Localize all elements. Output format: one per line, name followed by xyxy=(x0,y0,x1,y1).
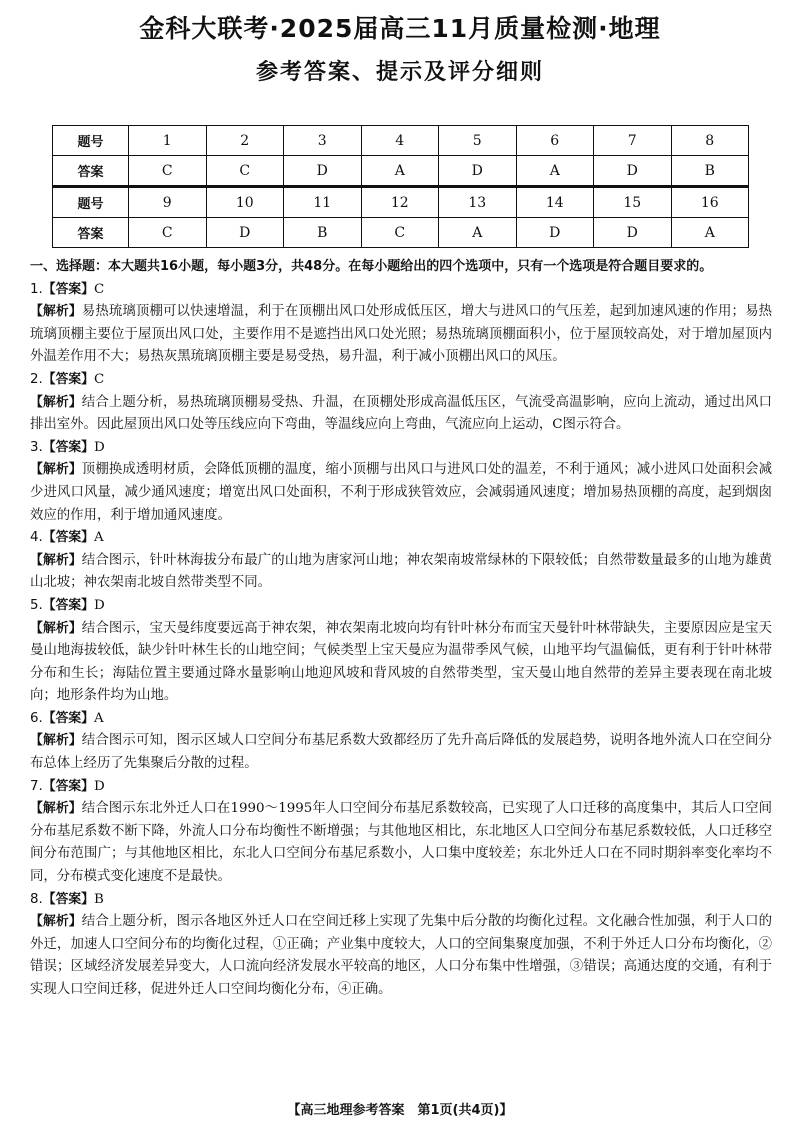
question-number: 4. xyxy=(30,530,43,546)
answer-explanations xyxy=(30,256,772,1002)
question-answer-line xyxy=(30,527,772,550)
question-number: 5 xyxy=(439,126,517,156)
analysis-label: 【解析】 xyxy=(30,733,82,749)
answer-cell: B xyxy=(284,218,362,248)
answer-value: A xyxy=(93,530,104,546)
question-answer-line xyxy=(30,369,772,392)
answer-value: A xyxy=(93,710,104,726)
answer-value: B xyxy=(93,891,104,907)
question-number: 5. xyxy=(30,597,43,613)
analysis-label: 【解析】 xyxy=(30,304,82,320)
analysis-label: 【解析】 xyxy=(30,914,82,930)
answer-label: 【答案】 xyxy=(42,530,94,546)
answer-label: 【答案】 xyxy=(42,710,94,726)
question-number: 13 xyxy=(439,187,517,218)
question-number: 8. xyxy=(30,891,43,907)
answer-row xyxy=(53,218,749,248)
analysis-text: 结合图示东北外迁人口在1990～1995年人口空间分布基尼系数较高，已实现了人口迁移的高度集中，其后人口空间分布基尼系数不断下降，外流人口分布均衡性不断增强；与其他地区相比，东北地区人口空间分布基尼系数较低，人口迁移空间分布范围广；与其他地区相比，东北人口空间分布基尼系数小，人口集中度较差；东北外迁人口在不同时期斜率变化率均不同，分布模式变化速度不是最快。 xyxy=(30,801,773,885)
answer-label: 【答案】 xyxy=(42,371,94,387)
answer-cell: B xyxy=(671,156,749,187)
answer-label: 【答案】 xyxy=(42,281,94,297)
answer-table xyxy=(52,125,749,248)
answer-label: 【答案】 xyxy=(42,439,94,455)
analysis-text: 结合上题分析，图示各地区外迁人口在空间迁移上实现了先集中后分散的均衡化过程。文化融合性加强，利于人口的外迁，加速人口空间分布的均衡化过程，①正确；产业集中度较大，人口的空间集聚度加强，不利于外迁人口分布均衡化，②错误；区域经济发展差异变大，人口流向经济发展水平较高的地区，人口分布集中性增强，③错误；高通达度的交通，有利于实现人口空间迁移，促进外迁人口空间均衡化分布，④正确。 xyxy=(30,914,773,997)
question-answer-line xyxy=(30,279,772,302)
question-number: 1 xyxy=(129,126,207,156)
answer-cell: A xyxy=(516,156,594,187)
question-number: 4 xyxy=(361,126,439,156)
question-item xyxy=(30,437,772,527)
answer-row xyxy=(53,156,749,187)
answer-value: D xyxy=(93,778,105,794)
answer-cell: D xyxy=(516,218,594,248)
question-answer-line xyxy=(30,595,772,618)
analysis-label: 【解析】 xyxy=(30,552,82,568)
question-answer-line xyxy=(30,708,772,731)
question-analysis xyxy=(30,798,772,888)
question-answer-line xyxy=(30,437,772,460)
question-analysis xyxy=(30,392,772,437)
analysis-text: 顶棚换成透明材质，会降低顶棚的温度，缩小顶棚与出风口与进风口处的温差，不利于通风；减小进风口处面积会减少进风口风量，减少通风速度；增宽出风口处面积，不利于形成狭管效应，会减弱通风速度；增加易热顶棚的高度，起到烟囱效应的作用，利于增加通风速度。 xyxy=(30,462,773,523)
answer-cell: A xyxy=(361,156,439,187)
question-analysis xyxy=(30,550,772,595)
row-header-answer: 答案 xyxy=(53,218,129,248)
answer-cell: D xyxy=(206,218,284,248)
question-number: 12 xyxy=(361,187,439,218)
question-analysis xyxy=(30,730,772,775)
answer-cell: A xyxy=(671,218,749,248)
answer-value: C xyxy=(93,371,105,387)
question-number: 11 xyxy=(284,187,362,218)
page-subtitle: 参考答案、提示及评分细则 xyxy=(255,60,544,85)
question-analysis xyxy=(30,459,772,527)
answer-cell: D xyxy=(594,218,672,248)
analysis-text: 结合图示，宝天曼纬度要远高于神农架，神农架南北坡向均有针叶林分布而宝天曼针叶林带缺失，主要原因应是宝天曼山地海拔较低，缺少针叶林生长的山地空间；气候类型上宝天曼应为温带季风气候，山地平均气温偏低，更有利于针叶林带分布和生长；海陆位置主要通过降水量影响山地迎风坡和背风坡的自然带类型，宝天曼山地自然带的差异主要表现在南北坡向；地形条件均为山地。 xyxy=(30,620,773,704)
question-item xyxy=(30,776,772,889)
answer-label: 【答案】 xyxy=(42,891,94,907)
answer-cell: C xyxy=(206,156,284,187)
analysis-label: 【解析】 xyxy=(30,620,82,636)
page-title: 金科大联考·2025届高三11月质量检测·地理 xyxy=(139,14,661,43)
answer-value: D xyxy=(93,597,105,613)
answer-cell: D xyxy=(284,156,362,187)
question-answer-line xyxy=(30,889,772,912)
question-number: 14 xyxy=(516,187,594,218)
question-analysis xyxy=(30,301,772,369)
question-number: 16 xyxy=(671,187,749,218)
question-number: 2. xyxy=(30,371,43,387)
question-number: 10 xyxy=(206,187,284,218)
question-item xyxy=(30,889,772,1002)
section-heading: 一、选择题：本大题共16小题，每小题3分，共48分。在每小题给出的四个选项中，只有一个选项是符合题目要求的。 xyxy=(30,259,713,274)
answer-label: 【答案】 xyxy=(42,597,94,613)
analysis-label: 【解析】 xyxy=(30,394,82,410)
question-item xyxy=(30,279,772,369)
row-header-question: 题号 xyxy=(53,187,129,218)
question-number: 6 xyxy=(516,126,594,156)
analysis-label: 【解析】 xyxy=(30,462,82,478)
question-item xyxy=(30,595,772,708)
answer-label: 【答案】 xyxy=(42,778,94,794)
analysis-text: 结合图示可知，图示区域人口空间分布基尼系数大致都经历了先升高后降低的发展趋势，说明各地外流人口在空间分布总体上经历了先集聚后分散的过程。 xyxy=(30,733,773,772)
answer-value: C xyxy=(93,281,105,297)
row-header-answer: 答案 xyxy=(53,156,129,187)
question-item xyxy=(30,369,772,437)
answer-cell: C xyxy=(129,156,207,187)
analysis-text: 结合上题分析，易热琉璃顶棚易受热、升温，在顶棚处形成高温低压区，气流受高温影响，应向上流动，通过出风口排出室外。因此屋顶出风口处等压线应向下弯曲，等温线应向上弯曲，气流应向上运动，C图示符合。 xyxy=(30,394,773,433)
question-number-row xyxy=(53,126,749,156)
question-number: 2 xyxy=(206,126,284,156)
row-header-question: 题号 xyxy=(53,126,129,156)
question-item xyxy=(30,527,772,595)
question-number: 15 xyxy=(594,187,672,218)
answer-value: D xyxy=(93,439,105,455)
question-answer-line xyxy=(30,776,772,799)
answer-cell: A xyxy=(439,218,517,248)
question-number: 8 xyxy=(671,126,749,156)
question-number: 1. xyxy=(30,281,43,297)
question-number: 3 xyxy=(284,126,362,156)
question-analysis xyxy=(30,618,772,708)
answer-cell: D xyxy=(594,156,672,187)
answer-cell: D xyxy=(439,156,517,187)
question-number: 9 xyxy=(129,187,207,218)
question-number: 7 xyxy=(594,126,672,156)
answer-cell: C xyxy=(129,218,207,248)
question-number: 7. xyxy=(30,778,43,794)
question-number: 3. xyxy=(30,439,43,455)
question-item xyxy=(30,708,772,776)
analysis-text: 结合图示，针叶林海拔分布最广的山地为唐家河山地；神农架南坡常绿林的下限较低；自然带数量最多的山地为雄黄山北坡；神农架南北坡自然带类型不同。 xyxy=(30,552,773,591)
page-footer: 【高三地理参考答案 第1页(共4页)】 xyxy=(287,1103,513,1118)
question-number-row xyxy=(53,187,749,218)
question-number: 6. xyxy=(30,710,43,726)
question-analysis xyxy=(30,911,772,1001)
analysis-label: 【解析】 xyxy=(30,801,82,817)
analysis-text: 易热琉璃顶棚可以快速增温，利于在顶棚出风口处形成低压区，增大与进风口的气压差，起到加速风速的作用；易热琉璃顶棚主要位于屋顶出风口处，主要作用不是遮挡出风口处光照；易热琉璃顶棚面积小，位于屋顶较高处，对于增加屋顶内外温差作用不大；易热灰黑琉璃顶棚主要是易受热，易升温，利于减小顶棚出风口的风压。 xyxy=(30,304,773,365)
answer-cell: C xyxy=(361,218,439,248)
